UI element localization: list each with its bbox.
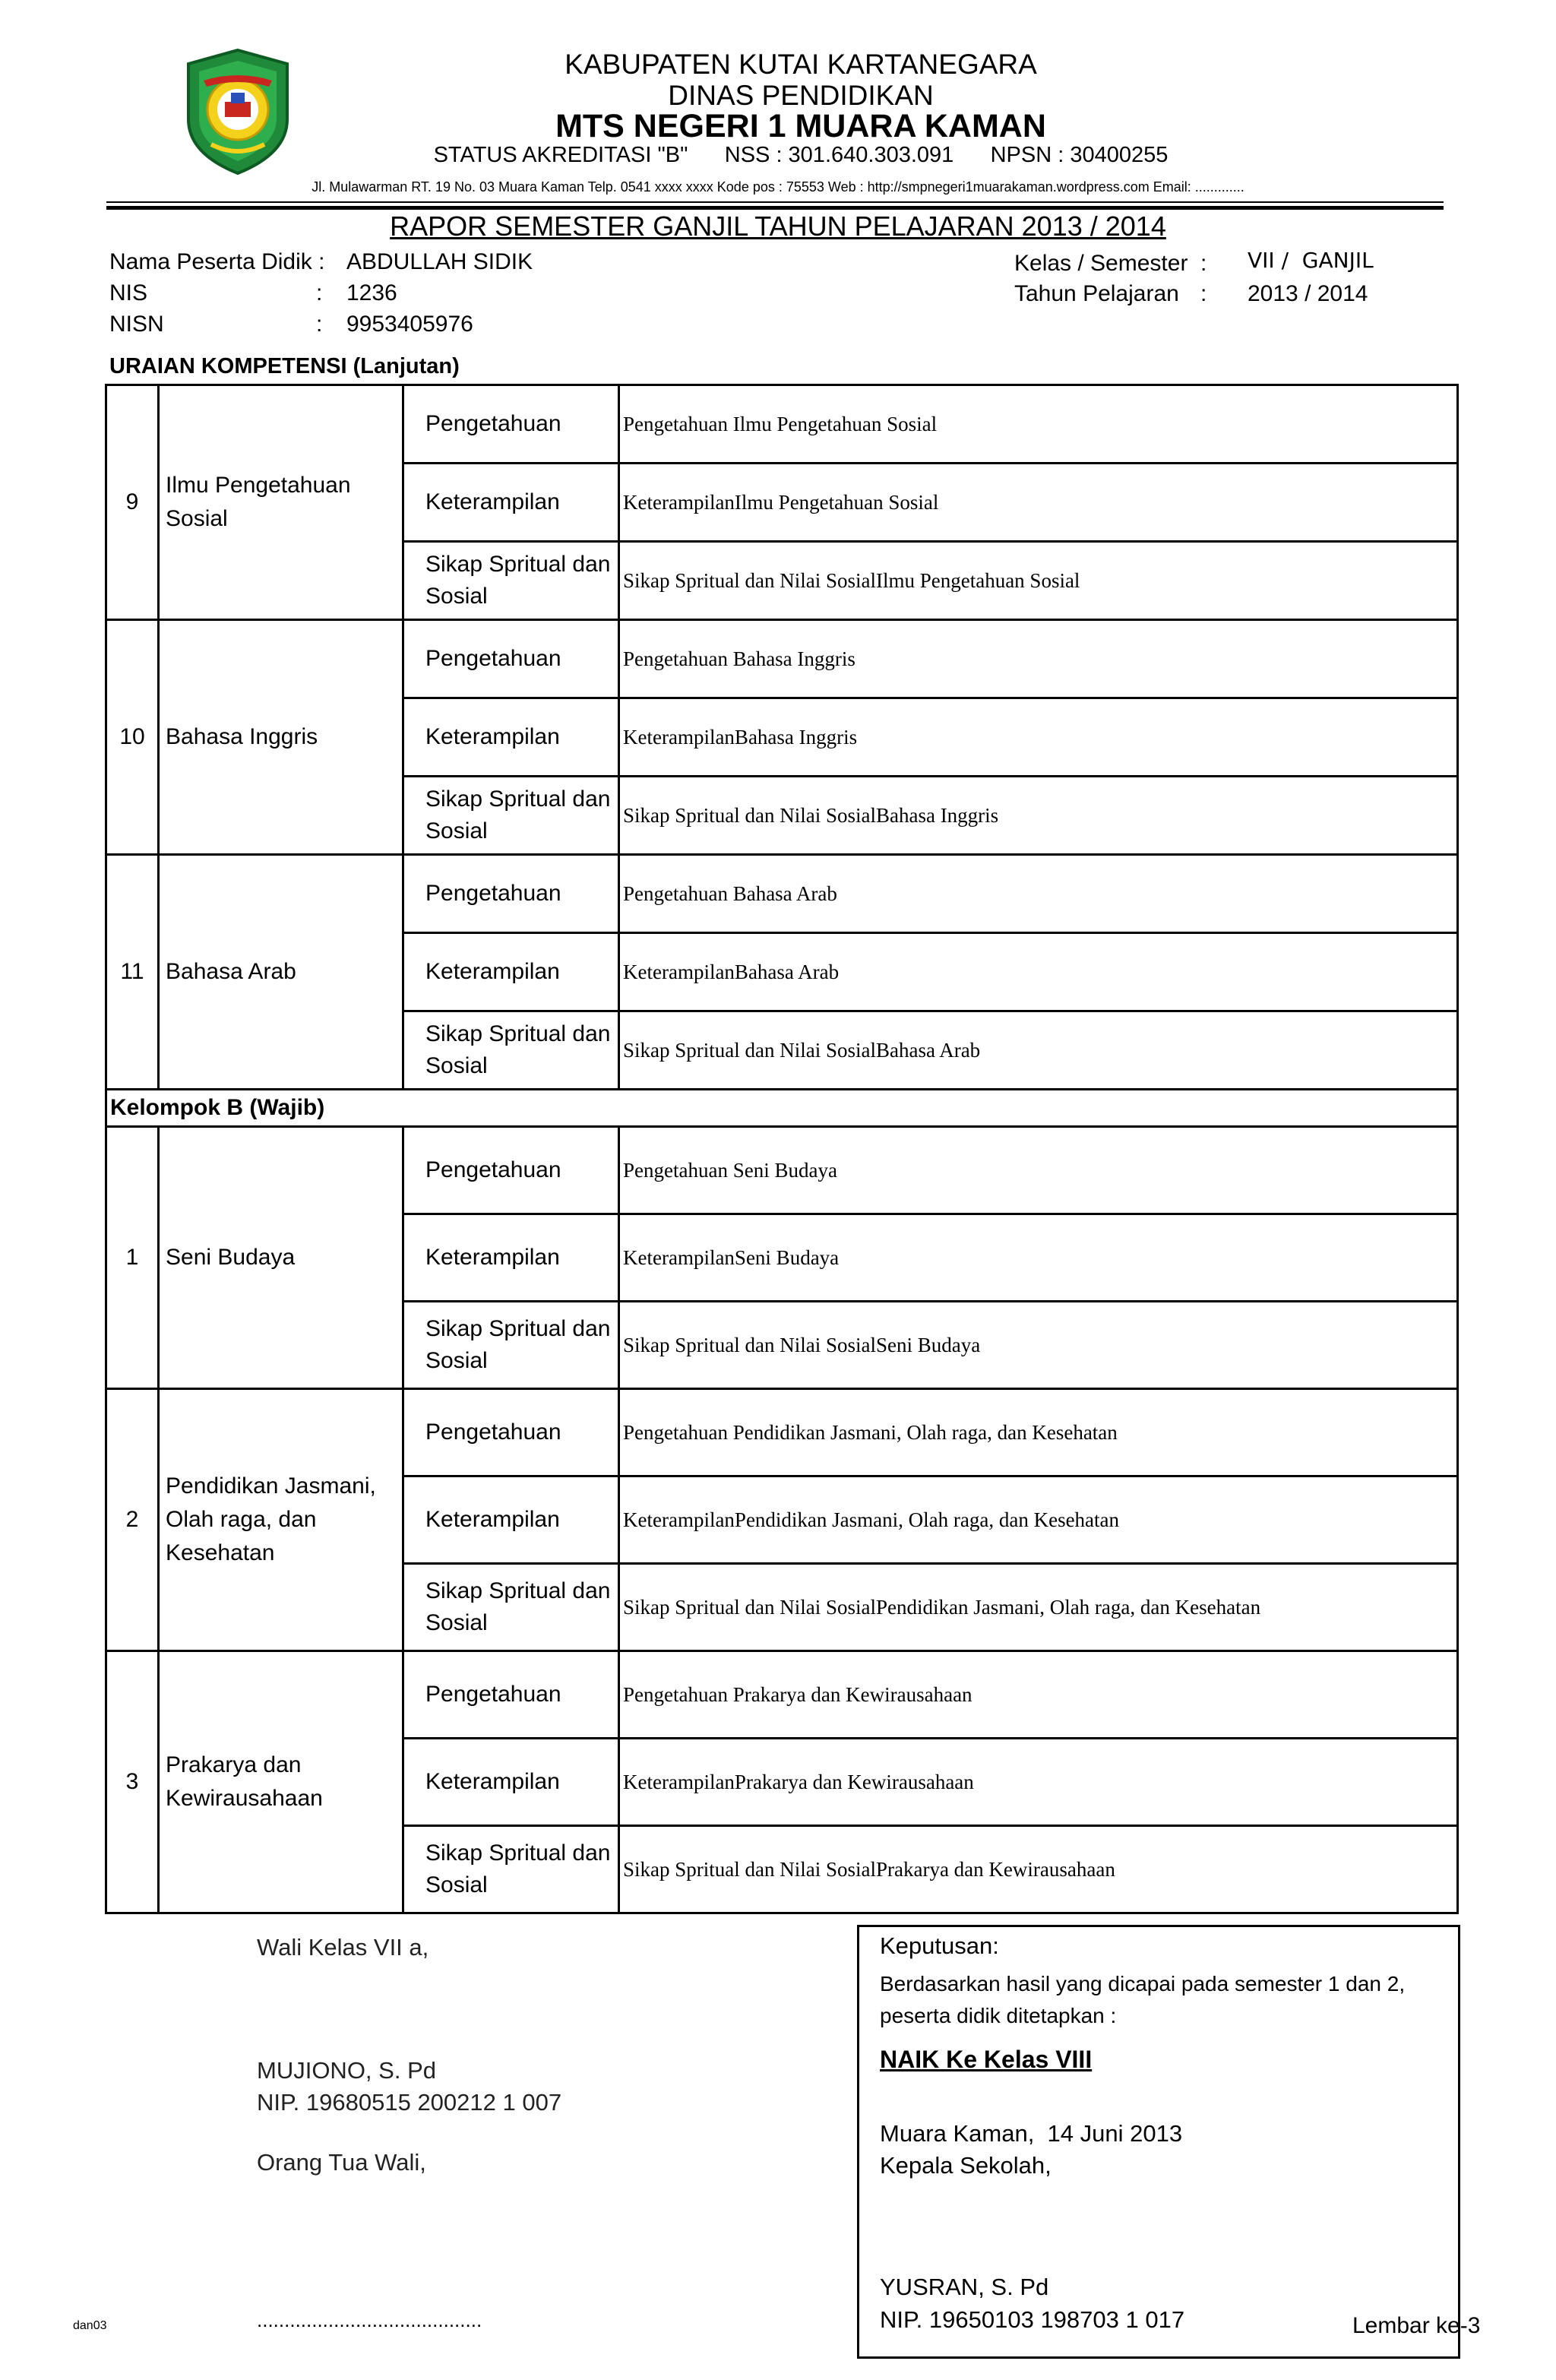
- aspect-label: Keterampilan: [403, 1476, 619, 1564]
- aspect-label: Pengetahuan: [403, 1127, 619, 1214]
- competency-row: [106, 1389, 1458, 1476]
- aspect-label: Sikap Spritual dan Sosial: [403, 542, 619, 620]
- department-name: DINAS PENDIDIKAN: [668, 80, 934, 111]
- competency-description: Pengetahuan Prakarya dan Kewirausahaan: [619, 1651, 1458, 1739]
- section-title: URAIAN KOMPETENSI (Lanjutan): [109, 354, 460, 378]
- aspect-label: Keterampilan: [403, 1739, 619, 1826]
- aspect-label: Sikap Spritual dan Sosial: [403, 1302, 619, 1389]
- competency-table: [105, 384, 1459, 1914]
- letterhead-rule-thick: [106, 206, 1444, 210]
- decision-result: NAIK Ke Kelas VIII: [880, 2046, 1093, 2073]
- regency-name: KABUPATEN KUTAI KARTANEGARA: [565, 49, 1037, 80]
- competency-description: Sikap Spritual dan Nilai SosialSeni Budaya: [619, 1302, 1458, 1389]
- sheet-number: Lembar ke-3: [1352, 2313, 1481, 2338]
- aspect-label: Keterampilan: [403, 464, 619, 542]
- aspect-label: Pengetahuan: [403, 385, 619, 464]
- nis-label: NIS: [109, 280, 148, 305]
- competency-description: Pengetahuan Pendidikan Jasmani, Olah raga, dan Kesehatan: [619, 1389, 1458, 1476]
- subject-number: 1: [106, 1127, 159, 1389]
- parent-title: Orang Tua Wali,: [257, 2149, 426, 2176]
- subject-number: 9: [106, 385, 159, 620]
- subject-name: Pendidikan Jasmani, Olah raga, dan Kesehatan: [159, 1389, 403, 1651]
- academic-year-label: Tahun Pelajaran: [1014, 281, 1179, 306]
- competency-description: Sikap Spritual dan Nilai SosialPendidikan Jasmani, Olah raga, dan Kesehatan: [619, 1564, 1458, 1651]
- competency-description: KeterampilanSeni Budaya: [619, 1214, 1458, 1302]
- competency-description: KeterampilanBahasa Inggris: [619, 698, 1458, 777]
- aspect-label: Sikap Spritual dan Sosial: [403, 1564, 619, 1651]
- competency-description: Pengetahuan Seni Budaya: [619, 1127, 1458, 1214]
- aspect-label: Pengetahuan: [403, 620, 619, 698]
- school-address: Jl. Mulawarman RT. 19 No. 03 Muara Kaman Telp. 0541 xxxx xxxx Kode pos : 75553 Web : http://smpnegeri1muarakaman.wordpress.com Email: .............: [312, 179, 1244, 195]
- group-b-row: [106, 1090, 1458, 1127]
- decision-text-line1: Berdasarkan hasil yang dicapai pada semester 1 dan 2,: [880, 1972, 1406, 1995]
- competency-description: KeterampilanIlmu Pengetahuan Sosial: [619, 464, 1458, 542]
- competency-row: [106, 385, 1458, 464]
- nisn-colon: :: [316, 312, 323, 337]
- place-date: Muara Kaman, 14 Juni 2013: [880, 2120, 1183, 2147]
- homeroom-teacher-name: MUJIONO, S. Pd: [257, 2057, 436, 2084]
- document-code: dan03: [73, 2319, 107, 2332]
- class-semester-colon: :: [1200, 251, 1207, 276]
- subject-name: Prakarya dan Kewirausahaan: [159, 1651, 403, 1913]
- subject-number: 11: [106, 855, 159, 1090]
- class-semester-value: VII / GANJIL: [1248, 248, 1374, 273]
- homeroom-teacher-title: Wali Kelas VII a,: [257, 1934, 429, 1961]
- subject-number: 3: [106, 1651, 159, 1913]
- academic-year-value: 2013 / 2014: [1248, 281, 1368, 306]
- subject-name: Ilmu Pengetahuan Sosial: [159, 385, 403, 620]
- aspect-label: Sikap Spritual dan Sosial: [403, 1011, 619, 1090]
- nisn-label: NISN: [109, 312, 164, 337]
- class-semester-label: Kelas / Semester: [1014, 251, 1188, 276]
- name-label: Nama Peserta Didik :: [109, 249, 325, 274]
- homeroom-teacher-nip: NIP. 19680515 200212 1 007: [257, 2089, 562, 2116]
- aspect-label: Pengetahuan: [403, 1651, 619, 1739]
- competency-description: KeterampilanBahasa Arab: [619, 933, 1458, 1011]
- competency-description: Sikap Spritual dan Nilai SosialBahasa Arab: [619, 1011, 1458, 1090]
- subject-name: Seni Budaya: [159, 1127, 403, 1389]
- aspect-label: Pengetahuan: [403, 1389, 619, 1476]
- competency-description: KeterampilanPendidikan Jasmani, Olah raga, dan Kesehatan: [619, 1476, 1458, 1564]
- aspect-label: Sikap Spritual dan Sosial: [403, 777, 619, 855]
- aspect-label: Pengetahuan: [403, 855, 619, 933]
- competency-description: Sikap Spritual dan Nilai SosialBahasa Inggris: [619, 777, 1458, 855]
- nis-value: 1236: [346, 280, 397, 305]
- competency-row: [106, 855, 1458, 933]
- aspect-label: Keterampilan: [403, 698, 619, 777]
- group-b-title: Kelompok B (Wajib): [106, 1090, 1458, 1127]
- competency-description: Sikap Spritual dan Nilai SosialPrakarya dan Kewirausahaan: [619, 1826, 1458, 1913]
- nis-colon: :: [316, 280, 323, 305]
- competency-description: Sikap Spritual dan Nilai SosialIlmu Pengetahuan Sosial: [619, 542, 1458, 620]
- principal-name: YUSRAN, S. Pd: [880, 2274, 1049, 2300]
- nisn-value: 9953405976: [346, 312, 473, 337]
- competency-description: Pengetahuan Bahasa Arab: [619, 855, 1458, 933]
- competency-description: Pengetahuan Bahasa Inggris: [619, 620, 1458, 698]
- letterhead-rule-thin: [106, 201, 1444, 203]
- aspect-label: Keterampilan: [403, 933, 619, 1011]
- competency-description: Pengetahuan Ilmu Pengetahuan Sosial: [619, 385, 1458, 464]
- academic-year-colon: :: [1200, 281, 1207, 306]
- accreditation-info: STATUS AKREDITASI "B" NSS : 301.640.303.091 NPSN : 30400255: [433, 143, 1169, 167]
- school-name: MTS NEGERI 1 MUARA KAMAN: [555, 108, 1046, 144]
- decision-title: Keputusan:: [880, 1932, 999, 1959]
- competency-description: KeterampilanPrakarya dan Kewirausahaan: [619, 1739, 1458, 1826]
- principal-nip: NIP. 19650103 198703 1 017: [880, 2306, 1185, 2333]
- report-title-text: RAPOR SEMESTER GANJIL TAHUN PELAJARAN 2013 / 2014: [390, 210, 1166, 242]
- report-title: [0, 210, 1556, 242]
- subject-name: Bahasa Inggris: [159, 620, 403, 855]
- principal-title: Kepala Sekolah,: [880, 2152, 1052, 2179]
- competency-row: [106, 1651, 1458, 1739]
- student-name: ABDULLAH SIDIK: [346, 249, 533, 274]
- aspect-label: Keterampilan: [403, 1214, 619, 1302]
- subject-number: 10: [106, 620, 159, 855]
- decision-text-line2: peserta didik ditetapkan :: [880, 2004, 1117, 2027]
- parent-signature-line: .........................................: [257, 2309, 482, 2331]
- aspect-label: Sikap Spritual dan Sosial: [403, 1826, 619, 1913]
- subject-number: 2: [106, 1389, 159, 1651]
- competency-row: [106, 620, 1458, 698]
- subject-name: Bahasa Arab: [159, 855, 403, 1090]
- competency-row: [106, 1127, 1458, 1214]
